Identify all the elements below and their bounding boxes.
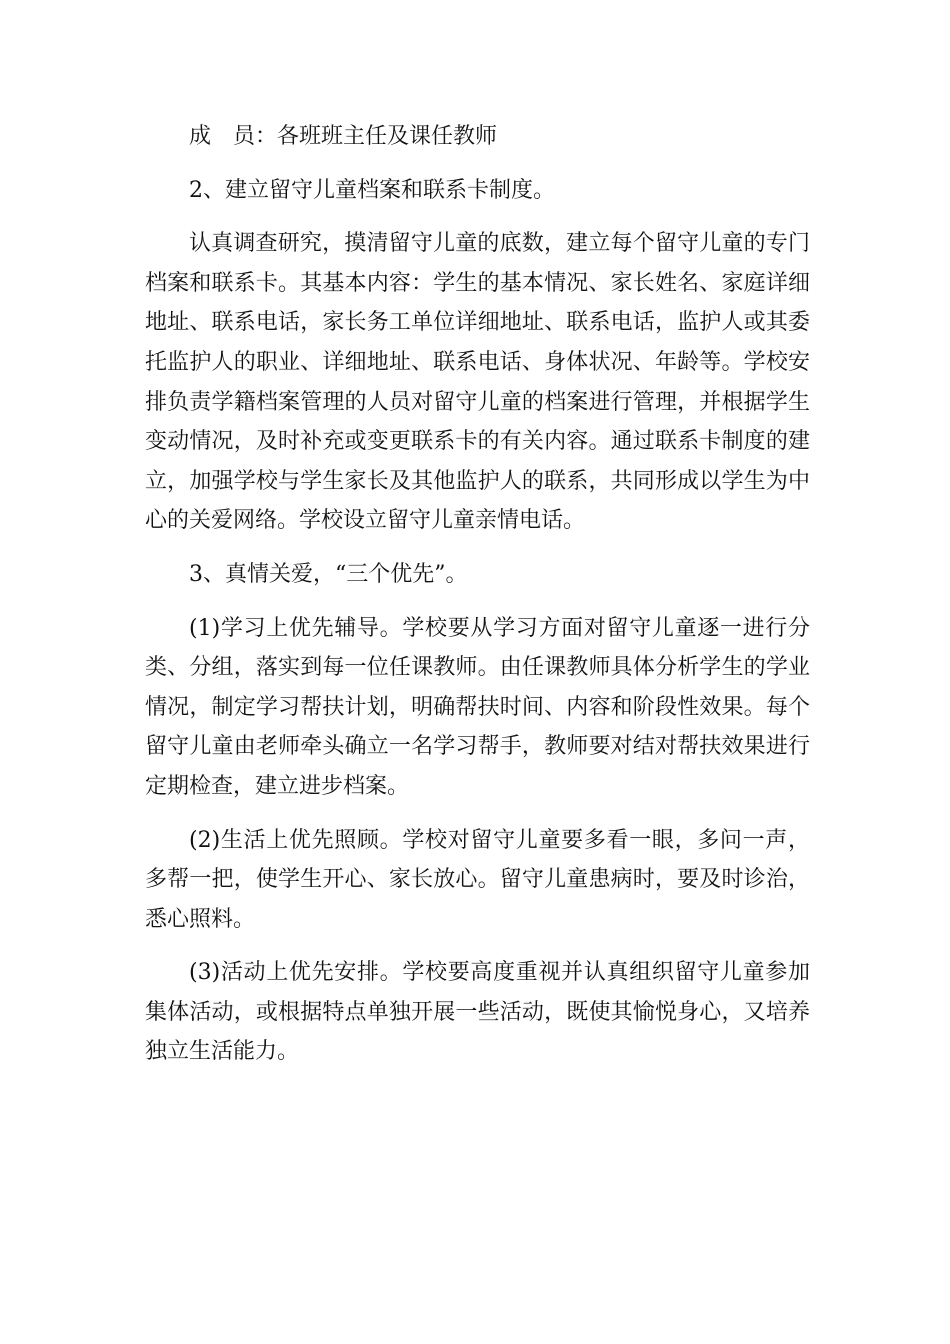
members-line: 成 员：各班班主任及课任教师	[189, 124, 498, 149]
section-heading-3: 3、真情关爱，“三个优先”。	[189, 561, 468, 587]
study-priority-paragraph: (1)学习上优先辅导。学校要从学习方面对留守儿童逐一进行分类、分组，落实到每一位任课教师。由任课教师具体分析学生的学业情况，制定学习帮扶计划，明确帮扶时间、内容和阶段性效果。每个留守儿童由老师牵头确立一名学习帮手，教师要对结对帮扶效果进行定期检查，建立进步档案。	[145, 615, 810, 799]
activity-priority-paragraph: (3)活动上优先安排。学校要高度重视并认真组织留守儿童参加集体活动，或根据特点单独开展一些活动，既使其愉悦身心，又培养独立生活能力。	[145, 960, 810, 1065]
document-body	[145, 117, 810, 1072]
section-heading-2: 2、建立留守儿童档案和联系卡制度。	[189, 177, 555, 203]
archive-paragraph: 认真调查研究，摸清留守儿童的底数，建立每个留守儿童的专门档案和联系卡。其基本内容：学生的基本情况、家长姓名、家庭详细地址、联系电话，家长务工单位详细地址、联系电话，监护人或其委托监护人的职业、详细地址、联系电话、身体状况、年龄等。学校安排负责学籍档案管理的人员对留守儿童的档案进行管理，并根据学生变动情况，及时补充或变更联系卡的有关内容。通过联系卡制度的建立，加强学校与学生家长及其他监护人的联系，共同形成以学生为中心的关爱网络。学校设立留守儿童亲情电话。	[145, 231, 810, 534]
life-priority-paragraph: (2)生活上优先照顾。学校对留守儿童要多看一眼，多问一声，多帮一把，使学生开心、家长放心。留守儿童患病时，要及时诊治，悉心照料。	[145, 827, 810, 932]
